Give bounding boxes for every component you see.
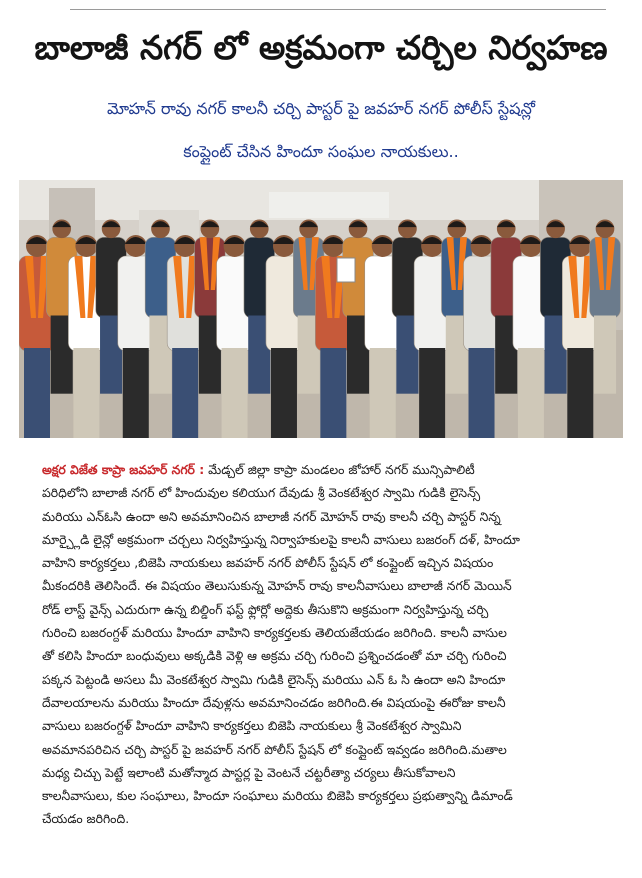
headline: బాలాజీ నగర్ లో అక్రమంగా చర్చిల నిర్వహణ	[34, 28, 608, 67]
article-line-1	[42, 458, 622, 481]
article-line: తో కలిసి హిందూ బంధువులు అక్కడికి వెళ్లి ఆ అక్రమ చర్చి గురించి ప్రశ్నించడంతో మా చర్చి గురించి	[42, 648, 507, 664]
article-line: అవమానపరిచిన చర్చి పాస్టర్ పై జవహర్ నగర్ పోలీస్ స్టేషన్ లో కంప్లైంట్ ఇవ్వడం జరిగింది.మతాల	[42, 741, 507, 757]
article-line: పక్కన పెట్టండి అసలు మీ వెంకటేశ్వర స్వామి గుడికి లైసెన్స్ మరియు ఎన్ ఓ సి ఉందా అని హిందూ	[42, 671, 506, 687]
article-line: మరియు ఎన్ఓసి ఉందా అని అవమానించిన బాలాజీ నగర్ మోహన్ రావు కాలనీ చర్చి పాస్టర్ నిన్న	[42, 508, 501, 524]
person-figure	[590, 219, 621, 393]
article-body	[42, 458, 622, 831]
article-line: పరిధిలోని బాలాజీ నగర్ లో హిందువుల కలియుగ దేవుడు శ్రీ వెంకటేశ్వర స్వామి గుడికి లైసెన్స్	[42, 485, 481, 501]
article-first-line-text: మేడ్చల్ జిల్లా కాప్రా మండలం జోహార్ నగర్ మున్సిపాలిటీ	[208, 462, 475, 477]
article-line: గురించి బజరంగ్దళ్ మరియు హిందూ వాహిని కార్యకర్తలకు తెలియజేయడం జరిగింది. కాలనీ వాసుల	[42, 625, 507, 641]
article-line: కాలనీవాసులు, కుల సంఘాలు, హిందూ సంఘాలు మరియు బిజెపి కార్యకర్తలు ప్రభుత్వాన్ని డిమాండ్	[42, 788, 513, 804]
article-line: చేయడం జరిగింది.	[42, 811, 130, 827]
article-line: మార్చ్లైడి లైన్లో అక్రమంగా చర్చలు నిర్వహిస్తున్న నిర్వాహకులపై కాలనీ వాసులు బజరంగ్ దళ్, హిందూ	[42, 531, 520, 547]
group-photo-illustration	[19, 180, 623, 438]
top-divider	[70, 9, 606, 10]
article-dateline: అక్షర విజేత కాప్రా జవహర్ నగర్ :	[42, 462, 205, 477]
article-line: రోడ్ లాస్ట్ వైన్స్ ఎదురుగా ఉన్న బిల్డింగ్ ఫస్ట్ ఫ్లోర్లో అద్దెకు తీసుకొని అక్రమంగా నిర్వహిస్తున్న చర్చి	[42, 601, 489, 617]
subheadline-line-1: మోహన్ రావు నగర్ కాలనీ చర్చి పాస్టర్ పై జవహర్ నగర్ పోలీస్ స్టేషన్లో	[107, 99, 535, 118]
article-line: దేవాలయాలను మరియు హిందూ దేవుళ్లను అవమానించడం జరిగింది.ఈ విషయంపై ఈరోజు కాలనీ	[42, 694, 506, 710]
article-line: వాసులు బజరంగ్దళ్ హిందూ వాహిని కార్యకర్తలు బిజెపి నాయకులు శ్రీ వెంకటేశ్వర స్వామిని	[42, 718, 462, 734]
news-photo	[19, 180, 623, 438]
subheadline-line-2: కంప్లైంట్ చేసిన హిందూ సంఘల నాయకులు..	[183, 142, 459, 161]
article-line: మీకందరికి తెలిసిందే. ఈ విషయం తెలుసుకున్న మోహన్ రావు కాలనీవాసులు బాలాజీ నగర్ మెయిన్	[42, 578, 512, 594]
article-line: వాహిని కార్యకర్తలు ,బిజెపి నాయకులు జవహర్ నగర్ పోలీస్ స్టేషన్ లో కంప్లైంట్ ఇచ్చిన విషయం	[42, 555, 494, 571]
article-line: మధ్య చిచ్చు పెట్టే ఇలాంటి మతోన్మాద పాస్టర్ల పై వెంటనే చట్టరీత్యా చర్యలు తీసుకోవాలని	[42, 764, 456, 780]
complaint-paper	[337, 258, 355, 282]
